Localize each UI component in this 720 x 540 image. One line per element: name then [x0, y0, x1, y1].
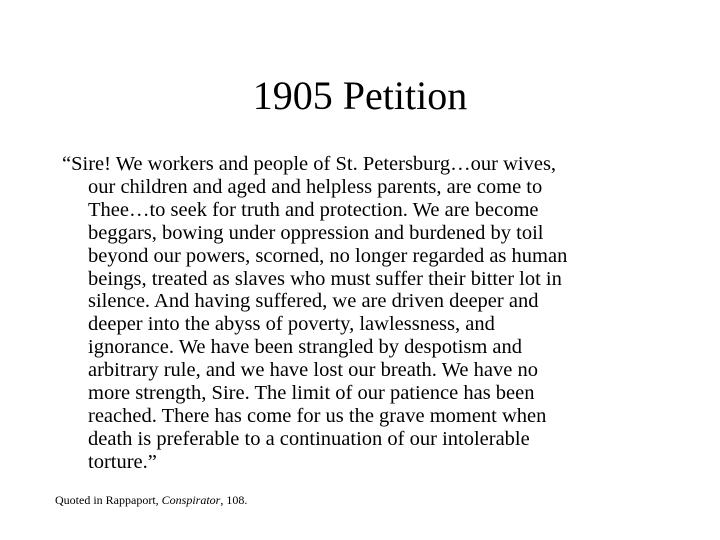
- quote-line: death is preferable to a continuation of our intolerable: [88, 427, 530, 450]
- citation-prefix: Quoted in Rappaport,: [55, 493, 162, 507]
- quote-line: silence. And having suffered, we are driven deeper and: [88, 290, 539, 313]
- quote-line: more strength, Sire. The limit of our patience has been: [88, 382, 535, 405]
- quote-line: reached. There has come for us the grave moment when: [88, 404, 547, 427]
- quote-line: beggars, bowing under oppression and burdened by toil: [88, 221, 544, 244]
- quote-line: beyond our powers, scorned, no longer regarded as human: [88, 244, 568, 267]
- source-citation: [55, 492, 247, 508]
- quote-line: beings, treated as slaves who must suffer their bitter lot in: [88, 267, 562, 290]
- quote-line: arbitrary rule, and we have lost our breath. We have no: [88, 359, 538, 382]
- citation-suffix: , 108.: [220, 493, 248, 507]
- quote-line: Thee…to seek for truth and protection. We are become: [88, 198, 539, 221]
- citation-work-title: Conspirator: [161, 493, 221, 507]
- quote-line: deeper into the abyss of poverty, lawlessness, and: [88, 313, 495, 336]
- quote-line: torture.”: [88, 450, 157, 473]
- quote-line: “Sire! We workers and people of St. Petersburg…our wives,: [62, 153, 557, 175]
- quote-line: ignorance. We have been strangled by despotism and: [88, 336, 523, 359]
- petition-quote: [62, 153, 662, 474]
- quote-line: our children and aged and helpless parents, are come to: [88, 175, 543, 198]
- slide-title: 1905 Petition: [252, 73, 468, 118]
